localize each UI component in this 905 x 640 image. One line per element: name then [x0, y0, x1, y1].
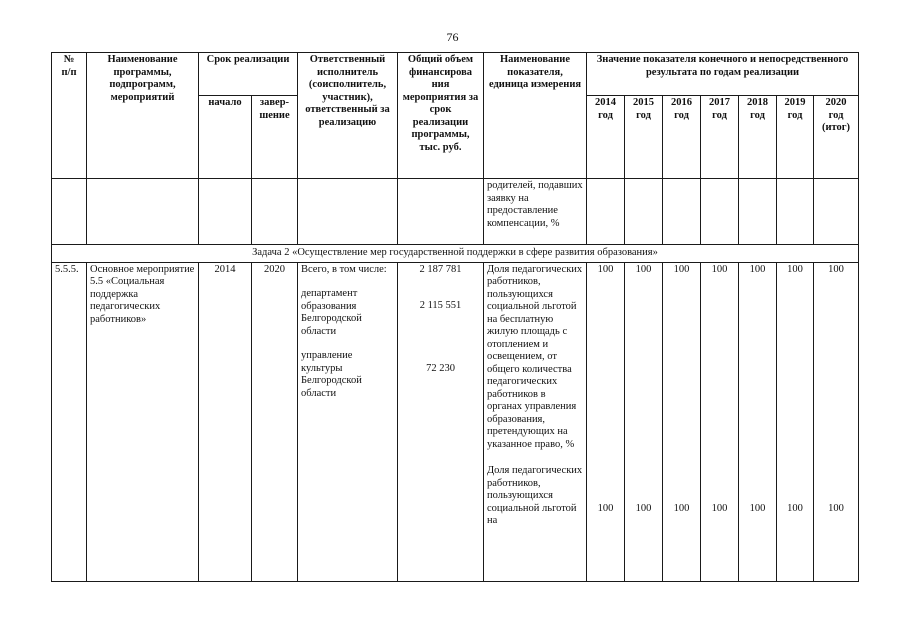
- page-number: 76: [446, 30, 459, 44]
- value-2015: 100 100: [625, 262, 663, 581]
- header-term-end: завер-шение: [252, 96, 298, 179]
- indicator-1: Доля педагогических работников, пользующихся социальной льготой на бесплатную жилую площадь с отоплением и освещением, от общего количества педагогических работников в органах управления образования, претендующих на указанное право, %: [487, 263, 583, 450]
- header-year-2015: 2015 год: [625, 96, 663, 179]
- row-indicators: [484, 262, 587, 581]
- program-table: [51, 52, 859, 582]
- header-year-2014: 2014 год: [587, 96, 625, 179]
- value-2014: 100 100: [587, 262, 625, 581]
- continued-row: [52, 179, 859, 245]
- header-row-1: [52, 53, 859, 96]
- funding-total: 2 187 781: [419, 263, 462, 275]
- value-2017: 100 100: [701, 262, 739, 581]
- executor-culture: управление культуры Белгородской области: [301, 350, 362, 399]
- executor-total: Всего, в том числе:: [301, 263, 387, 275]
- continued-indicator: родителей, подавших заявку на предоставление компенсации, %: [484, 179, 587, 245]
- value-2020: 100 100: [814, 262, 859, 581]
- row-end: 2020: [252, 262, 298, 581]
- funding-culture: 72 230: [426, 362, 455, 374]
- indicator-2: Доля педагогических работников, пользующихся социальной льготой на: [487, 465, 583, 526]
- header-num: № п/п: [52, 53, 87, 179]
- header-executor: Ответственный исполнитель (соисполнитель, участник), ответственный за реализацию: [298, 53, 398, 179]
- table-row: [52, 262, 859, 581]
- value-2018: 100 100: [739, 262, 777, 581]
- row-funding: [398, 262, 484, 581]
- row-num: 5.5.5.: [52, 262, 87, 581]
- header-year-2020: 2020 год (итог): [814, 96, 859, 179]
- executor-education: департамент образования Белгородской области: [301, 288, 362, 337]
- header-term: Срок реализации: [199, 53, 298, 96]
- header-indicator: Наименование показателя, единица измерения: [484, 53, 587, 179]
- header-year-2017: 2017 год: [701, 96, 739, 179]
- row-executors: [298, 262, 398, 581]
- header-term-start: начало: [199, 96, 252, 179]
- task-title: Задача 2 «Осуществление мер государственной поддержки в сфере развития образования»: [52, 245, 859, 263]
- header-year-2016: 2016 год: [663, 96, 701, 179]
- row-name: Основное мероприятие 5.5 «Социальная поддержка педагогических работников»: [87, 262, 199, 581]
- header-values-group: Значение показателя конечного и непосредственного результата по годам реализации: [587, 53, 859, 96]
- header-year-2018: 2018 год: [739, 96, 777, 179]
- header-name: Наименование программы, подпрограмм, мероприятий: [87, 53, 199, 179]
- value-2016: 100 100: [663, 262, 701, 581]
- value-2019: 100 100: [777, 262, 814, 581]
- header-year-2019: 2019 год: [777, 96, 814, 179]
- task-row: [52, 245, 859, 263]
- row-start: 2014: [199, 262, 252, 581]
- funding-education: 2 115 551: [419, 300, 462, 311]
- header-funding: Общий объем финансирова ния мероприятия за срок реализации программы, тыс. руб.: [398, 53, 484, 179]
